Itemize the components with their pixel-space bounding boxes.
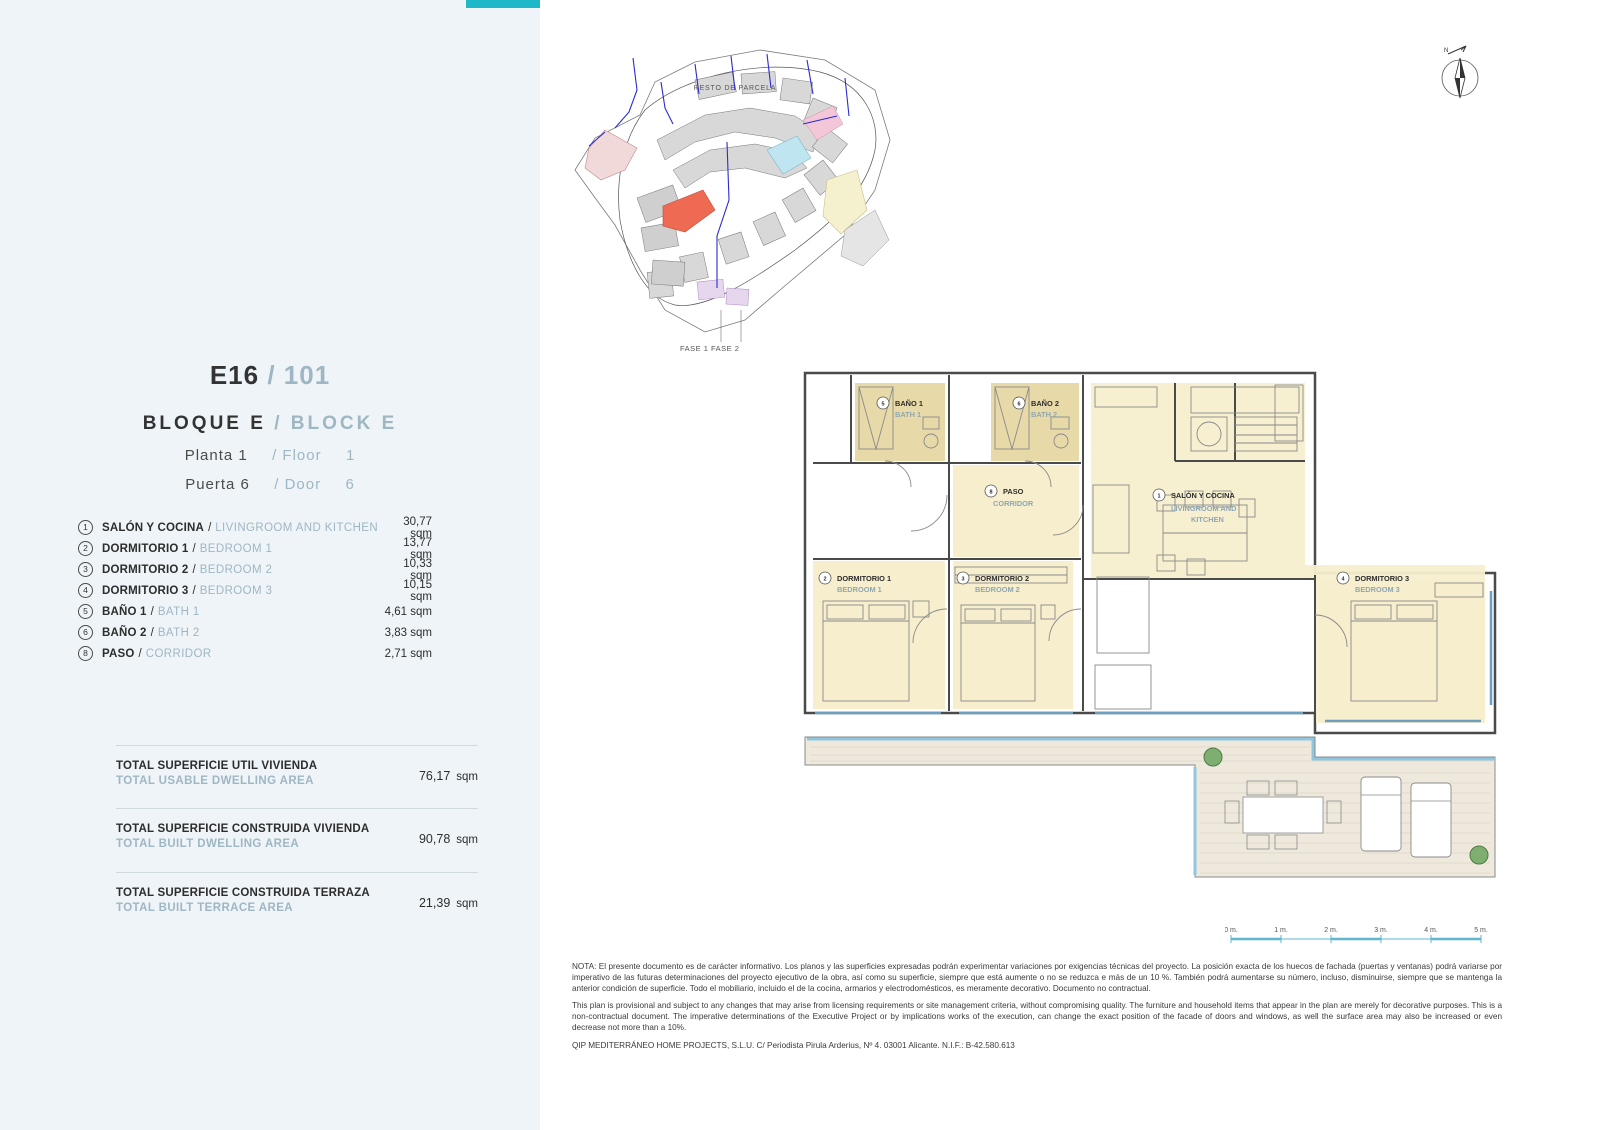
room-name-en: CORRIDOR [145,647,212,660]
room-area: 4,61 sqm [384,605,432,618]
room-name-en: BEDROOM 2 [199,563,273,576]
svg-text:DORMITORIO 2: DORMITORIO 2 [975,574,1030,583]
sitemap-parcel-label: RESTO DE PARCELA [693,85,777,92]
total-label-en: TOTAL BUILT DWELLING AREA [116,838,300,850]
door-number: 6 [345,476,355,493]
room-sep: / [150,605,154,618]
room-name-es: DORMITORIO 2 [102,563,189,576]
room-area: 3,83 sqm [384,626,432,639]
total-built-area-block [116,808,478,850]
total-label-en: TOTAL BUILT TERRACE AREA [116,902,293,914]
room-name-es: BAÑO 1 [102,605,147,618]
block-en: BLOCK E [290,413,398,434]
floor-sep: / [272,447,278,464]
svg-text:N: N [1444,48,1449,54]
left-info-panel [0,0,540,1130]
scale-tick-5: 5 m. [1474,927,1488,934]
floor-es: Planta 1 [184,447,248,464]
room-name-en: BATH 1 [157,605,200,618]
note-spanish: NOTA: El presente documento es de carácter informativo. Los planos y las superficies expresadas podrán experimentar variaciones por exigencias técnicas del proyecto. La posición exacta de los huecos de fachada (puertas y ventanas) podrá variarse por imperativo de las futuras determinaciones del proyecto ejecutivo de la obra, así como su superficie, siempre que está aumente o no se reduzca e más de un 10 %. También podrá aumentarse su número, incluso, disminuirse, siempre que se mantenga la anterior condición de superficie. Todo el mobiliario, incluido el de la cocina, armarios y electrodomésticos, es meramente decorativo. Documento no contractual. [572,962,1502,993]
svg-text:LIVINGROOM AND: LIVINGROOM AND [1171,504,1237,513]
total-label-es: TOTAL SUPERFICIE CONSTRUIDA VIVIENDA [116,823,370,835]
floor-line [0,447,540,464]
total-value: 90,78 sqm [418,832,478,846]
sitemap-phase-label: FASE 1 FASE 2 [680,344,740,353]
svg-text:SALÓN Y COCINA: SALÓN Y COCINA [1171,491,1235,500]
terrace-area [805,737,1495,877]
room-name-es: SALÓN Y COCINA [102,521,205,534]
block-line [0,413,540,435]
svg-text:1: 1 [1157,493,1161,500]
room-name-en: BEDROOM 3 [199,584,273,597]
room-sep: / [138,647,142,660]
room-name-en: LIVINGROOM AND KITCHEN [215,521,379,534]
block-sep: / [274,413,283,434]
block-es: BLOQUE E [142,413,266,434]
floor-number: 1 [345,447,356,464]
room-name-es: PASO [102,647,135,660]
svg-text:PASO: PASO [1003,487,1024,496]
room-name-en: BATH 2 [157,626,200,639]
list-item [78,517,478,538]
room-area: 13,77 sqm [403,536,432,561]
scale-tick-4: 4 m. [1424,927,1438,934]
compass-north-icon [1430,40,1490,110]
total-value: 21,39 sqm [418,896,478,910]
svg-text:BEDROOM 3: BEDROOM 3 [1355,585,1400,594]
room-sep: / [150,626,154,639]
room-sep: / [192,542,196,555]
svg-text:BEDROOM 2: BEDROOM 2 [975,585,1020,594]
room-badge: 1 [78,520,93,535]
door-es: Puerta 6 [185,476,250,493]
svg-text:DORMITORIO 3: DORMITORIO 3 [1355,574,1410,583]
floor-en: Floor [282,447,322,464]
room-name-es: DORMITORIO 3 [102,584,189,597]
room-name-es: BAÑO 2 [102,626,147,639]
unit-identity-block [0,360,540,493]
door-sep: / [274,476,280,493]
svg-text:BEDROOM 1: BEDROOM 1 [837,585,882,594]
room-badge: 2 [78,541,93,556]
room-badge: 6 [78,625,93,640]
total-terrace-area-block [116,872,478,914]
scale-tick-0: 0 m. [1225,927,1238,934]
svg-text:2: 2 [823,576,827,583]
scale-tick-1: 1 m. [1274,927,1288,934]
svg-text:BATH 1: BATH 1 [895,410,922,419]
total-label-es: TOTAL SUPERFICIE CONSTRUIDA TERRAZA [116,887,370,899]
page-title [0,360,540,391]
scale-bar [1225,925,1505,947]
total-value: 76,17 sqm [418,769,478,783]
note-english: This plan is provisional and subject to any changes that may arise from licensing requirements or site management criteria, without compromising quality. The furniture and household items that appear in the plan are merely for decorative purposes. This is a non-contractual document. The imperative determinations of the Executive Project or by implications works of the execution, can change the exact position of the facade of doors and windows, as well the surface area may also be increased or even decrease not more than a 10%. [572,1001,1502,1033]
svg-text:8: 8 [989,489,993,496]
room-badge: 5 [78,604,93,619]
scale-tick-2: 2 m. [1324,927,1338,934]
list-item [78,601,478,622]
svg-text:5: 5 [881,401,885,408]
total-label-es: TOTAL SUPERFICIE UTIL VIVIENDA [116,760,318,772]
list-item [78,622,478,643]
room-name-en: BEDROOM 1 [199,542,273,555]
svg-text:KITCHEN: KITCHEN [1191,515,1224,524]
svg-text:DORMITORIO 1: DORMITORIO 1 [837,574,892,583]
list-item [78,580,478,601]
svg-text:BAÑO 1: BAÑO 1 [895,399,923,408]
svg-text:4: 4 [1341,576,1345,583]
room-area: 10,15 sqm [403,578,432,603]
room-sep: / [208,521,212,534]
door-line [0,476,540,493]
list-item [78,559,478,580]
svg-text:BAÑO 2: BAÑO 2 [1031,399,1059,408]
list-item [78,538,478,559]
unit-sep: / [267,360,276,390]
site-location-map [545,20,925,350]
list-item [78,643,478,664]
floor-plan-drawing [795,365,1515,925]
company-line: QIP MEDITERRÁNEO HOME PROJECTS, S.L.U. C/ Periodista Pirula Arderius, Nº 4. 03001 Alicante. N.I.F.: B-42.580.613 [572,1040,1015,1050]
scale-tick-3: 3 m. [1374,927,1388,934]
room-sep: / [192,584,196,597]
room-badge: 3 [78,562,93,577]
svg-text:BATH 2: BATH 2 [1031,410,1058,419]
room-area: 10,33 sqm [403,557,432,582]
room-area: 30,77 sqm [403,515,432,540]
total-usable-area-block [116,745,478,787]
room-legend-list [78,517,478,664]
svg-text:CORRIDOR: CORRIDOR [993,499,1034,508]
svg-text:6: 6 [1017,401,1021,408]
svg-text:3: 3 [961,576,965,583]
room-sep: / [192,563,196,576]
unit-number: 101 [283,360,331,390]
room-area: 2,71 sqm [384,647,432,660]
room-badge: 4 [78,583,93,598]
unit-code: E16 [209,360,260,390]
room-name-es: DORMITORIO 1 [102,542,189,555]
room-badge: 8 [78,646,93,661]
legal-notes [572,962,1502,1059]
total-label-en: TOTAL USABLE DWELLING AREA [116,775,314,787]
accent-bar [466,0,540,8]
door-en: Door [284,476,322,493]
